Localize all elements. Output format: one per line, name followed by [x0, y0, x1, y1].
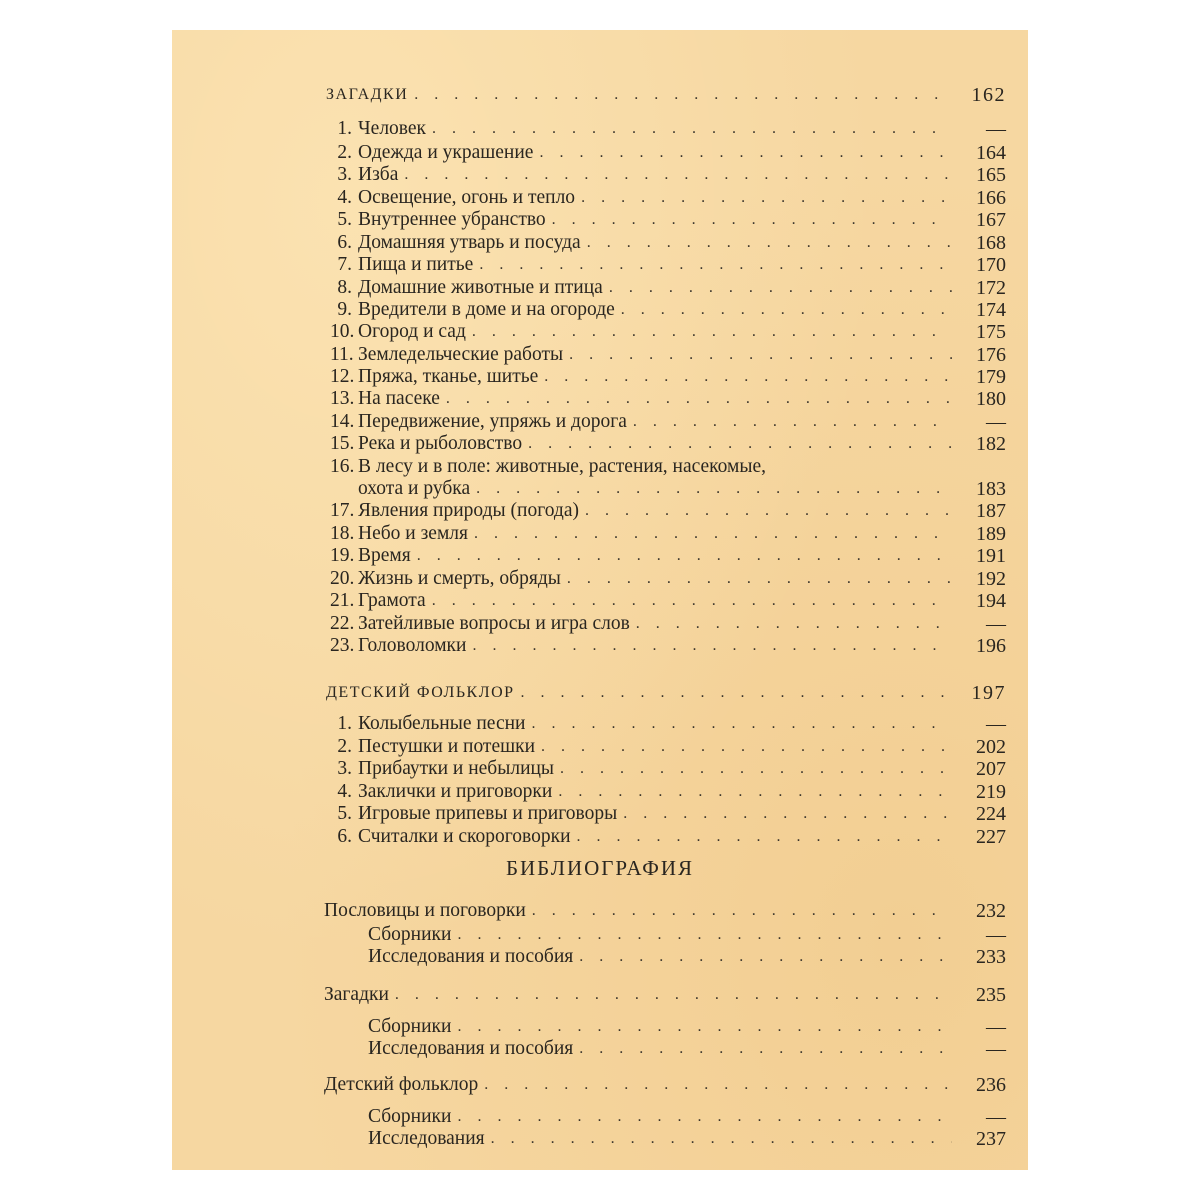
item-number: 12. [330, 366, 355, 387]
bibliography-subitem [368, 1038, 1006, 1060]
dot-leader [479, 253, 952, 276]
item-number: 7. [337, 254, 352, 275]
dot-leader [633, 410, 952, 433]
page-number: 175 [976, 321, 1006, 343]
dot-leader [417, 544, 952, 567]
book-page [172, 30, 1028, 1170]
dot-leader [457, 923, 952, 946]
toc-item [330, 254, 1006, 276]
bibliography-subitem [368, 924, 1006, 946]
page-number: 179 [976, 366, 1006, 388]
toc-item [330, 635, 1006, 657]
item-title: Небо и земля [358, 523, 468, 544]
item-title: Домашняя утварь и посуда [358, 232, 581, 253]
item-number: 20. [330, 568, 355, 589]
dot-leader [395, 983, 952, 1006]
dot-leader [581, 186, 952, 209]
item-number: 15. [330, 433, 355, 454]
dot-leader [532, 899, 952, 922]
toc-item [330, 299, 1006, 321]
toc-item [330, 164, 1006, 186]
item-title: Пряжа, тканье, шитье [358, 366, 539, 387]
dot-leader [544, 365, 952, 388]
page-number: — [986, 713, 1006, 735]
toc-item [330, 613, 1006, 635]
bibliography-title: БИБЛИОГРАФИЯ [505, 856, 695, 880]
item-number: 9. [337, 299, 352, 320]
bibliography-subitem [368, 946, 1006, 968]
toc-item [330, 803, 1006, 825]
dot-leader [457, 1015, 952, 1038]
dot-leader [446, 387, 952, 410]
dot-leader [432, 589, 952, 612]
item-title: Одежда и украшение [358, 142, 534, 163]
toc-item [330, 523, 1006, 545]
bibliography-subitem [368, 1128, 1006, 1150]
item-number: 4. [337, 187, 352, 208]
item-number: 3. [337, 758, 352, 779]
item-number: 6. [337, 826, 352, 847]
item-title: В лесу и в поле: животные, растения, насекомые, [358, 456, 767, 477]
page-number: 191 [976, 545, 1006, 567]
item-title: Колыбельные песни [358, 713, 526, 734]
item-title: Детский фольклор [324, 1074, 479, 1095]
dot-leader [558, 780, 952, 803]
toc-item [330, 781, 1006, 803]
page-number: 172 [976, 277, 1006, 299]
item-title: Земледельческие работы [358, 344, 564, 365]
item-title: Передвижение, упряжь и дорога [358, 411, 627, 432]
dot-leader [404, 163, 952, 186]
page-number: 219 [976, 781, 1006, 803]
item-number: 2. [337, 142, 352, 163]
item-number: 5. [337, 209, 352, 230]
page-number: — [986, 613, 1006, 635]
page-number: 207 [976, 758, 1006, 780]
item-number: 11. [330, 344, 354, 365]
item-number: 17. [330, 500, 355, 521]
dot-leader [577, 825, 952, 848]
page-number: — [986, 1106, 1006, 1128]
item-title: Затейливые вопросы и игра слов [358, 613, 630, 634]
dot-leader [579, 1037, 952, 1060]
toc-item [330, 388, 1006, 410]
item-title: Пестушки и потешки [358, 736, 536, 757]
item-title: Считалки и скороговорки [358, 826, 571, 847]
toc-item [330, 344, 1006, 366]
page-number: — [986, 118, 1006, 140]
dot-leader [585, 499, 952, 522]
item-number: 6. [337, 232, 352, 253]
page-number: 183 [976, 478, 1006, 500]
item-title: Сборники [368, 1106, 452, 1127]
dot-leader [623, 802, 952, 825]
item-title: На пасеке [358, 388, 440, 409]
toc-item [330, 277, 1006, 299]
item-number: 22. [330, 613, 355, 634]
bibliography-group [324, 984, 1006, 1006]
page-number: 170 [976, 254, 1006, 276]
page-number: 237 [976, 1128, 1006, 1150]
dot-leader [539, 141, 952, 164]
page-number: 176 [976, 344, 1006, 366]
dot-leader [587, 231, 952, 254]
toc-item [330, 568, 1006, 590]
item-number: 23. [330, 635, 355, 656]
page-number: 180 [976, 388, 1006, 410]
item-title: Сборники [368, 924, 452, 945]
page-number: — [986, 411, 1006, 433]
item-title: Пословицы и поговорки [324, 900, 526, 921]
item-number: 16. [330, 456, 355, 477]
item-title: Время [358, 545, 411, 566]
dot-leader [491, 1127, 952, 1150]
dot-leader [567, 567, 952, 590]
page-number: — [986, 1038, 1006, 1060]
dot-leader [472, 634, 952, 657]
item-title: Человек [358, 118, 427, 139]
dot-leader [472, 320, 952, 343]
item-title: Грамота [358, 590, 426, 611]
item-number: 13. [330, 388, 355, 409]
page-number: — [986, 1016, 1006, 1038]
dot-leader [541, 735, 952, 758]
page-number: 235 [976, 984, 1006, 1006]
item-number: 1. [337, 118, 352, 139]
item-title: Домашние животные и птица [358, 277, 603, 298]
section-heading-childrens-folklore [326, 678, 1006, 704]
page-number: 189 [976, 523, 1006, 545]
dot-leader [609, 276, 952, 299]
page-number: 164 [976, 142, 1006, 164]
dot-leader [528, 432, 952, 455]
page-number: 162 [971, 84, 1006, 106]
dot-leader [560, 757, 952, 780]
toc-item [330, 321, 1006, 343]
page-number: — [986, 924, 1006, 946]
item-title: Заклички и приговорки [358, 781, 553, 802]
item-title: Река и рыболовство [358, 433, 523, 454]
page-number: 187 [976, 500, 1006, 522]
toc-item-continuation [358, 478, 1006, 500]
toc-item [330, 590, 1006, 612]
item-number: 14. [330, 411, 355, 432]
item-number: 19. [330, 545, 355, 566]
item-title: охота и рубка [358, 478, 471, 499]
item-number: 4. [337, 781, 352, 802]
toc-item [330, 456, 766, 478]
item-title: Пища и питье [358, 254, 474, 275]
toc-item [330, 500, 1006, 522]
dot-leader [521, 682, 952, 704]
toc-item [330, 209, 1006, 231]
toc-item [330, 118, 1006, 140]
item-title: Исследования и пособия [368, 946, 574, 967]
page-number: 236 [976, 1074, 1006, 1096]
page-number: 196 [976, 635, 1006, 657]
toc-item [330, 545, 1006, 567]
item-number: 21. [330, 590, 355, 611]
toc-item [330, 736, 1006, 758]
item-title: Освещение, огонь и тепло [358, 187, 576, 208]
item-number: 18. [330, 523, 355, 544]
toc-item [330, 433, 1006, 455]
dot-leader [484, 1073, 952, 1096]
dot-leader [414, 84, 952, 106]
toc-item [330, 187, 1006, 209]
page-number: 166 [976, 187, 1006, 209]
page-number: 227 [976, 826, 1006, 848]
dot-leader [476, 477, 952, 500]
item-title: Игровые припевы и приговоры [358, 803, 618, 824]
toc-item [330, 713, 1006, 735]
item-number: 1. [337, 713, 352, 734]
item-title: Сборники [368, 1016, 452, 1037]
item-title: Прибаутки и небылицы [358, 758, 555, 779]
page-number: 224 [976, 803, 1006, 825]
dot-leader [474, 522, 952, 545]
toc-item [330, 232, 1006, 254]
dot-leader [636, 612, 952, 635]
bibliography-subitem [368, 1016, 1006, 1038]
item-number: 5. [337, 803, 352, 824]
page-number: 192 [976, 568, 1006, 590]
item-number: 8. [337, 277, 352, 298]
item-number: 10. [330, 321, 355, 342]
toc-item [330, 411, 1006, 433]
toc-item [330, 366, 1006, 388]
page-number: 182 [976, 433, 1006, 455]
item-title: Внутреннее убранство [358, 209, 546, 230]
toc-item [330, 826, 1006, 848]
item-number: 2. [337, 736, 352, 757]
item-title: Исследования [368, 1128, 485, 1149]
section-title: ДЕТСКИЙ ФОЛЬКЛОР [326, 684, 515, 701]
page-number: 194 [976, 590, 1006, 612]
item-title: Изба [358, 164, 399, 185]
page-number: 167 [976, 209, 1006, 231]
item-title: Жизнь и смерть, обряды [358, 568, 561, 589]
toc-item [330, 758, 1006, 780]
page-number: 168 [976, 232, 1006, 254]
page-number: 233 [976, 946, 1006, 968]
section-heading-riddles [326, 80, 1006, 106]
dot-leader [621, 298, 952, 321]
dot-leader [552, 208, 952, 231]
bibliography-group [324, 900, 1006, 922]
dot-leader [531, 712, 952, 735]
item-title: Огород и сад [358, 321, 466, 342]
dot-leader [579, 945, 952, 968]
item-title: Явления природы (погода) [358, 500, 579, 521]
item-title: Исследования и пособия [368, 1038, 574, 1059]
section-title: ЗАГАДКИ [326, 86, 409, 103]
item-title: Вредители в доме и на огороде [358, 299, 615, 320]
item-title: Загадки [324, 984, 389, 1005]
page-number: 197 [971, 682, 1006, 704]
bibliography-subitem [368, 1106, 1006, 1128]
dot-leader [569, 343, 952, 366]
item-title: Головоломки [358, 635, 467, 656]
page-number: 174 [976, 299, 1006, 321]
bibliography-group [324, 1074, 1006, 1096]
page-number: 202 [976, 736, 1006, 758]
page-number: 232 [976, 900, 1006, 922]
item-number: 3. [337, 164, 352, 185]
dot-leader [457, 1105, 952, 1128]
toc-item [330, 142, 1006, 164]
page-number: 165 [976, 164, 1006, 186]
dot-leader [432, 117, 952, 140]
